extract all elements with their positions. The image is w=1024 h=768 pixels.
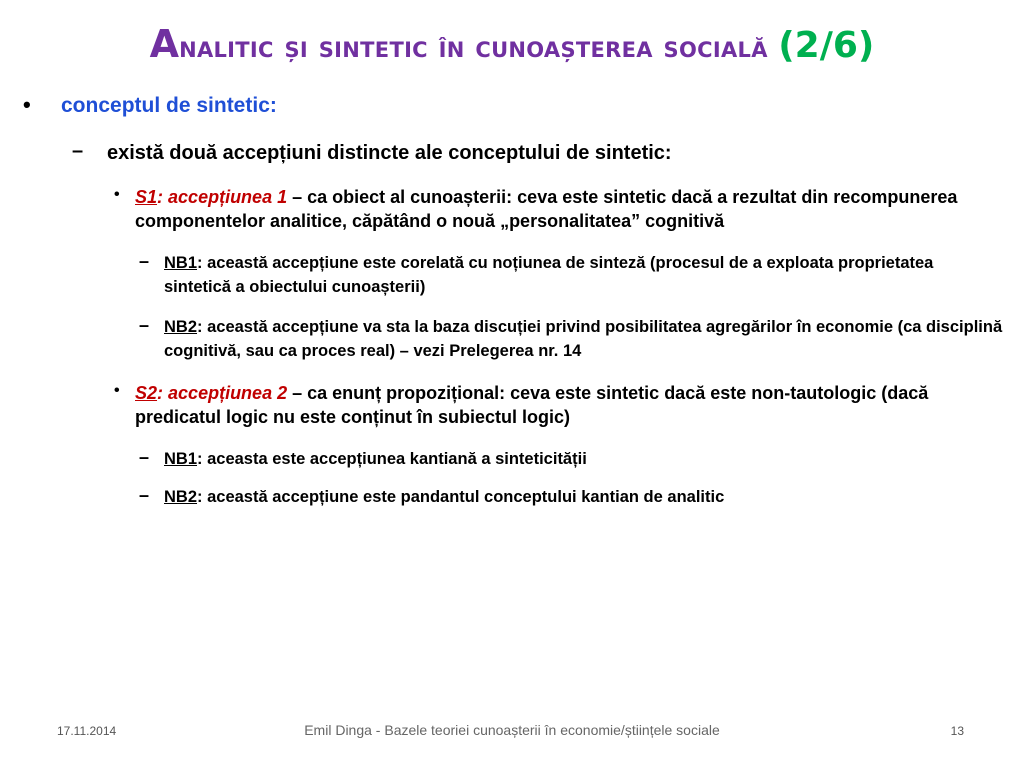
title-text: nalitic și sintetic în cunoașterea socială	[179, 30, 768, 65]
level2-statement: există două accepțiuni distincte ale conceptului de sintetic:	[107, 142, 672, 164]
dash-marker: –	[139, 447, 150, 467]
bullet-marker: •	[23, 92, 31, 117]
bullet-marker: •	[114, 186, 120, 203]
s2-code: S2	[135, 383, 158, 403]
s2-item	[135, 381, 1005, 429]
slide-title	[0, 18, 1024, 74]
s1-nb2-code: NB2	[164, 318, 198, 336]
footer-date: 17.11.2014	[57, 724, 117, 738]
s2-nb1-text: : aceasta este accepțiunea kantiană a sinteticității	[197, 450, 587, 468]
s1-text: – ca obiect al cunoașterii: ceva este sintetic dacă a rezultat din recompunerea componentelor analitice, căpătând o nouă „personalitatea” cognitivă	[135, 187, 958, 231]
s1-nb1-item	[164, 251, 1004, 299]
s2-label: accepțiunea 2	[163, 383, 288, 403]
footer-page-number: 13	[950, 724, 964, 738]
dash-marker: –	[139, 251, 150, 271]
s1-nb1-code: NB1	[164, 254, 198, 272]
s2-text: – ca enunț propozițional: ceva este sintetic dacă este non-tautologic (dacă predicatul logic nu este conținut în subiectul logic)	[135, 383, 929, 427]
s1-code: S1	[135, 187, 158, 207]
s1-nb2-item	[164, 315, 1004, 363]
footer-title: Emil Dinga - Bazele teoriei cunoașterii în economie/științele sociale	[304, 722, 720, 738]
bullet-marker: •	[114, 382, 120, 399]
s1-item	[135, 185, 1005, 233]
s2-nb1-code: NB1	[164, 450, 198, 468]
s2-colon: :	[157, 383, 164, 403]
s2-nb2-code: NB2	[164, 488, 198, 506]
level1-heading: conceptul de sintetic:	[61, 94, 277, 117]
dash-marker: –	[139, 315, 150, 335]
title-page-indicator: (2/6)	[778, 25, 875, 66]
s1-colon: :	[157, 187, 164, 207]
s2-nb1-item	[164, 447, 1004, 471]
s1-label: accepțiunea 1	[163, 187, 288, 207]
s1-nb2-text: : această accepțiune va sta la baza discuției privind posibilitatea agregărilor în economie (ca disciplină cognitivă, sau ca proces real) – vezi Prelegerea nr. 14	[164, 318, 1003, 360]
s2-nb2-item	[164, 485, 1004, 509]
dash-marker: –	[72, 140, 84, 162]
s2-nb2-text: : această accepțiune este pandantul conceptului kantian de analitic	[197, 488, 725, 506]
title-first-letter: A	[149, 22, 180, 66]
dash-marker: –	[139, 485, 150, 505]
s1-nb1-text: : această accepțiune este corelată cu noțiunea de sinteză (procesul de a exploata proprietatea sintetică a obiectului cunoașterii)	[164, 254, 934, 296]
